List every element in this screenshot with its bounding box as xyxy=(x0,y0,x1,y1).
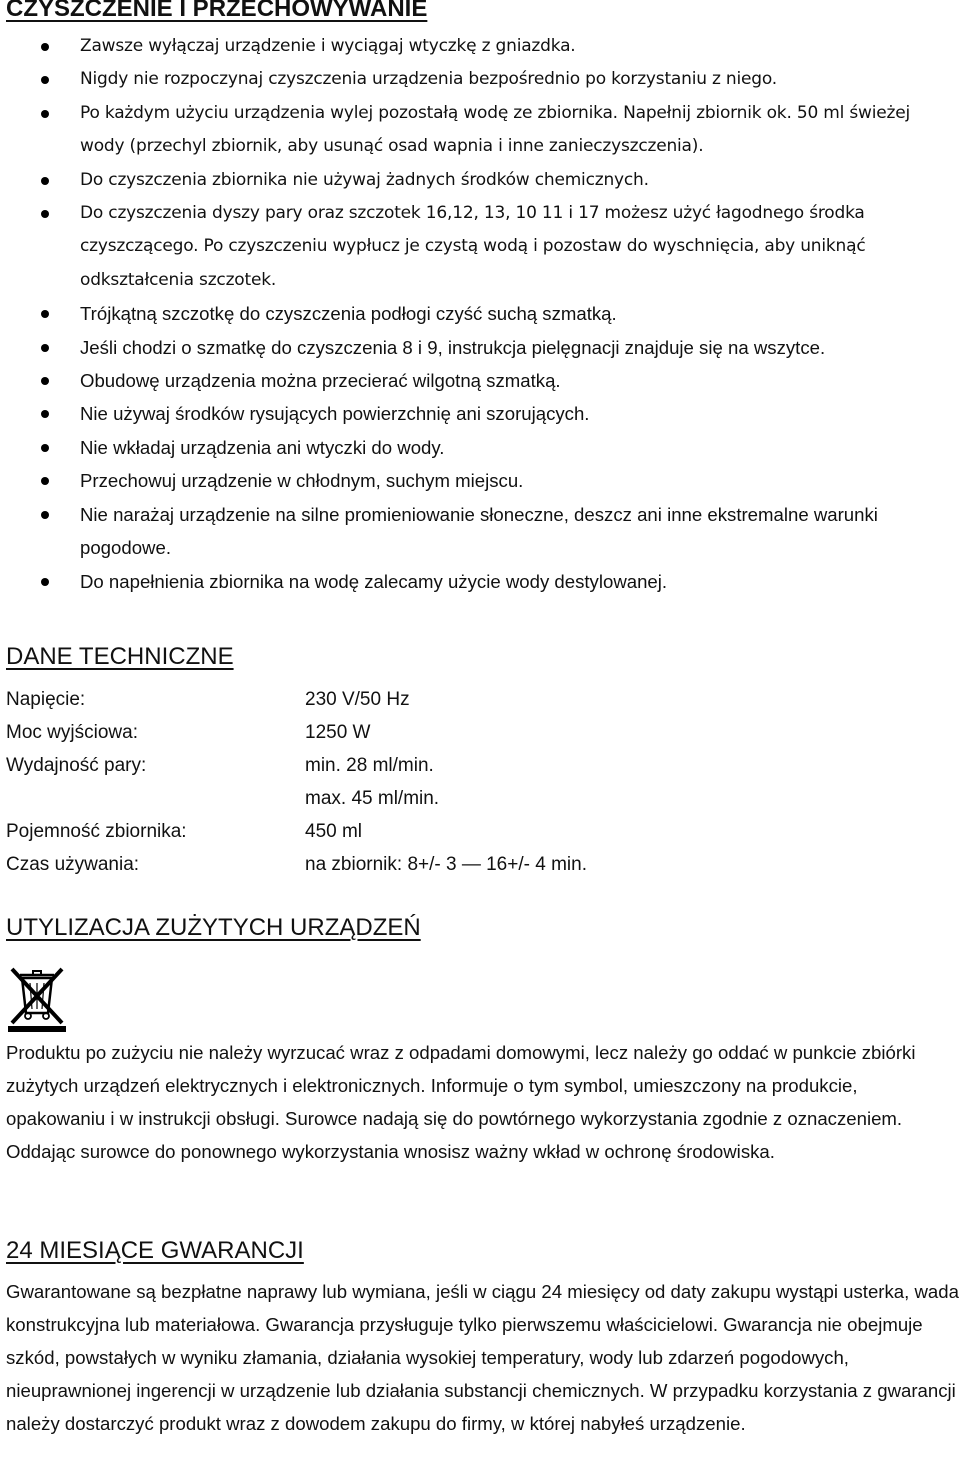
spec-row: Czas używania: na zbiornik: 8+/- 3 — 16+/- 4 min. xyxy=(6,854,587,875)
list-item: Zawsze wyłączaj urządzenie i wyciągaj wtyczkę z gniazdka. xyxy=(0,30,960,63)
bullet-icon xyxy=(41,210,49,218)
bullet-icon xyxy=(41,477,49,485)
spec-row: Moc wyjściowa: 1250 W xyxy=(6,722,371,743)
list-item: Nie wkładaj urządzenia ani wtyczki do wody. xyxy=(0,431,960,464)
bullet-icon xyxy=(41,43,49,51)
disposal-paragraph: Produktu po zużyciu nie należy wyrzucać wraz z odpadami domowymi, lecz należy go oddać w punkcie zbiórki zużytych urządzeń elektrycznych i elektronicznych. Informuje o tym symbol, umieszczony na produkcie, opakowaniu i w instrukcji obsługi. Surowce nadają się do powtórnego wykorzystania zgodnie z oznaczeniem. Oddając surowce do ponownego wykorzystania wnosisz ważny wkład w ochronę środowiska. xyxy=(6,1042,916,1162)
crossed-out-bin-icon xyxy=(6,963,68,1033)
disposal-heading: UTYLIZACJA ZUŻYTYCH URZĄDZEŃ xyxy=(6,914,421,941)
cleaning-list xyxy=(0,30,960,598)
list-item: Przechowuj urządzenie w chłodnym, suchym miejscu. xyxy=(0,464,960,497)
list-item: Do czyszczenia zbiornika nie używaj żadnych środków chemicznych. xyxy=(0,164,960,197)
list-item: Po każdym użyciu urządzenia wylej pozostałą wodę ze zbiornika. Napełnij zbiornik ok. 50 ml świeżej wody (przechyl zbiornik, aby usunąć osad wapnia i inne zanieczyszczenia). xyxy=(0,97,960,164)
spec-row: Napięcie: 230 V/50 Hz xyxy=(6,689,410,710)
spec-row: Pojemność zbiornika: 450 ml xyxy=(6,821,363,842)
spec-row: Wydajność pary: min. 28 ml/min. xyxy=(6,755,434,776)
list-item: Nie narażaj urządzenie na silne promieniowanie słoneczne, deszcz ani inne ekstremalne warunki pogodowe. xyxy=(0,498,960,565)
bullet-icon xyxy=(41,177,49,185)
cleaning-heading: CZYSZCZENIE I PRZECHOWYWANIE xyxy=(6,0,428,22)
list-item: Jeśli chodzi o szmatkę do czyszczenia 8 i 9, instrukcja pielęgnacji znajduje się na wszytce. xyxy=(0,331,960,364)
spec-row: max. 45 ml/min. xyxy=(305,788,440,809)
list-item: Nie używaj środków rysujących powierzchnię ani szorujących. xyxy=(0,397,960,430)
tech-heading: DANE TECHNICZNE xyxy=(6,643,234,670)
list-item: Nigdy nie rozpoczynaj czyszczenia urządzenia bezpośrednio po korzystaniu z niego. xyxy=(0,63,960,96)
list-item: Obudowę urządzenia można przecierać wilgotną szmatką. xyxy=(0,364,960,397)
bullet-icon xyxy=(41,310,49,318)
bullet-icon xyxy=(41,410,49,418)
bullet-icon xyxy=(41,578,49,586)
warranty-paragraph: Gwarantowane są bezpłatne naprawy lub wymiana, jeśli w ciągu 24 miesięcy od daty zakupu wystąpi usterka, wada konstrukcyjna lub materiałowa. Gwarancja przysługuje tylko pierwszemu właścicielowi. Gwarancja nie obejmuje szkód, powstałych w wyniku złamania, działania wysokiej temperatury, wody lub zdarzeń pogodowych, nieuprawnionej ingerencji w urządzenie lub działania substancji chemicznych. W przypadku korzystania z gwarancji należy dostarczyć produkt wraz z dowodem zakupu do firmy, w której nabyłeś urządzenie. xyxy=(6,1281,959,1434)
bullet-icon xyxy=(41,377,49,385)
list-item: Trójkątną szczotkę do czyszczenia podłogi czyść suchą szmatką. xyxy=(0,297,960,330)
tech-specs-table xyxy=(6,683,706,881)
list-item: Do napełnienia zbiornika na wodę zalecamy użycie wody destylowanej. xyxy=(0,565,960,598)
list-item: Do czyszczenia dyszy pary oraz szczotek 16,12, 13, 10 11 i 17 możesz użyć łagodnego środka czyszczącego. Po czyszczeniu wypłucz je czystą wodą i pozostaw do wyschnięcia, aby uniknąć odkształcenia szczotek. xyxy=(0,197,960,297)
bullet-icon xyxy=(41,76,49,84)
bullet-icon xyxy=(41,511,49,519)
bullet-icon xyxy=(41,344,49,352)
warranty-heading: 24 MIESIĄCE GWARANCJI xyxy=(6,1237,304,1264)
bullet-icon xyxy=(41,110,49,118)
bullet-icon xyxy=(41,444,49,452)
